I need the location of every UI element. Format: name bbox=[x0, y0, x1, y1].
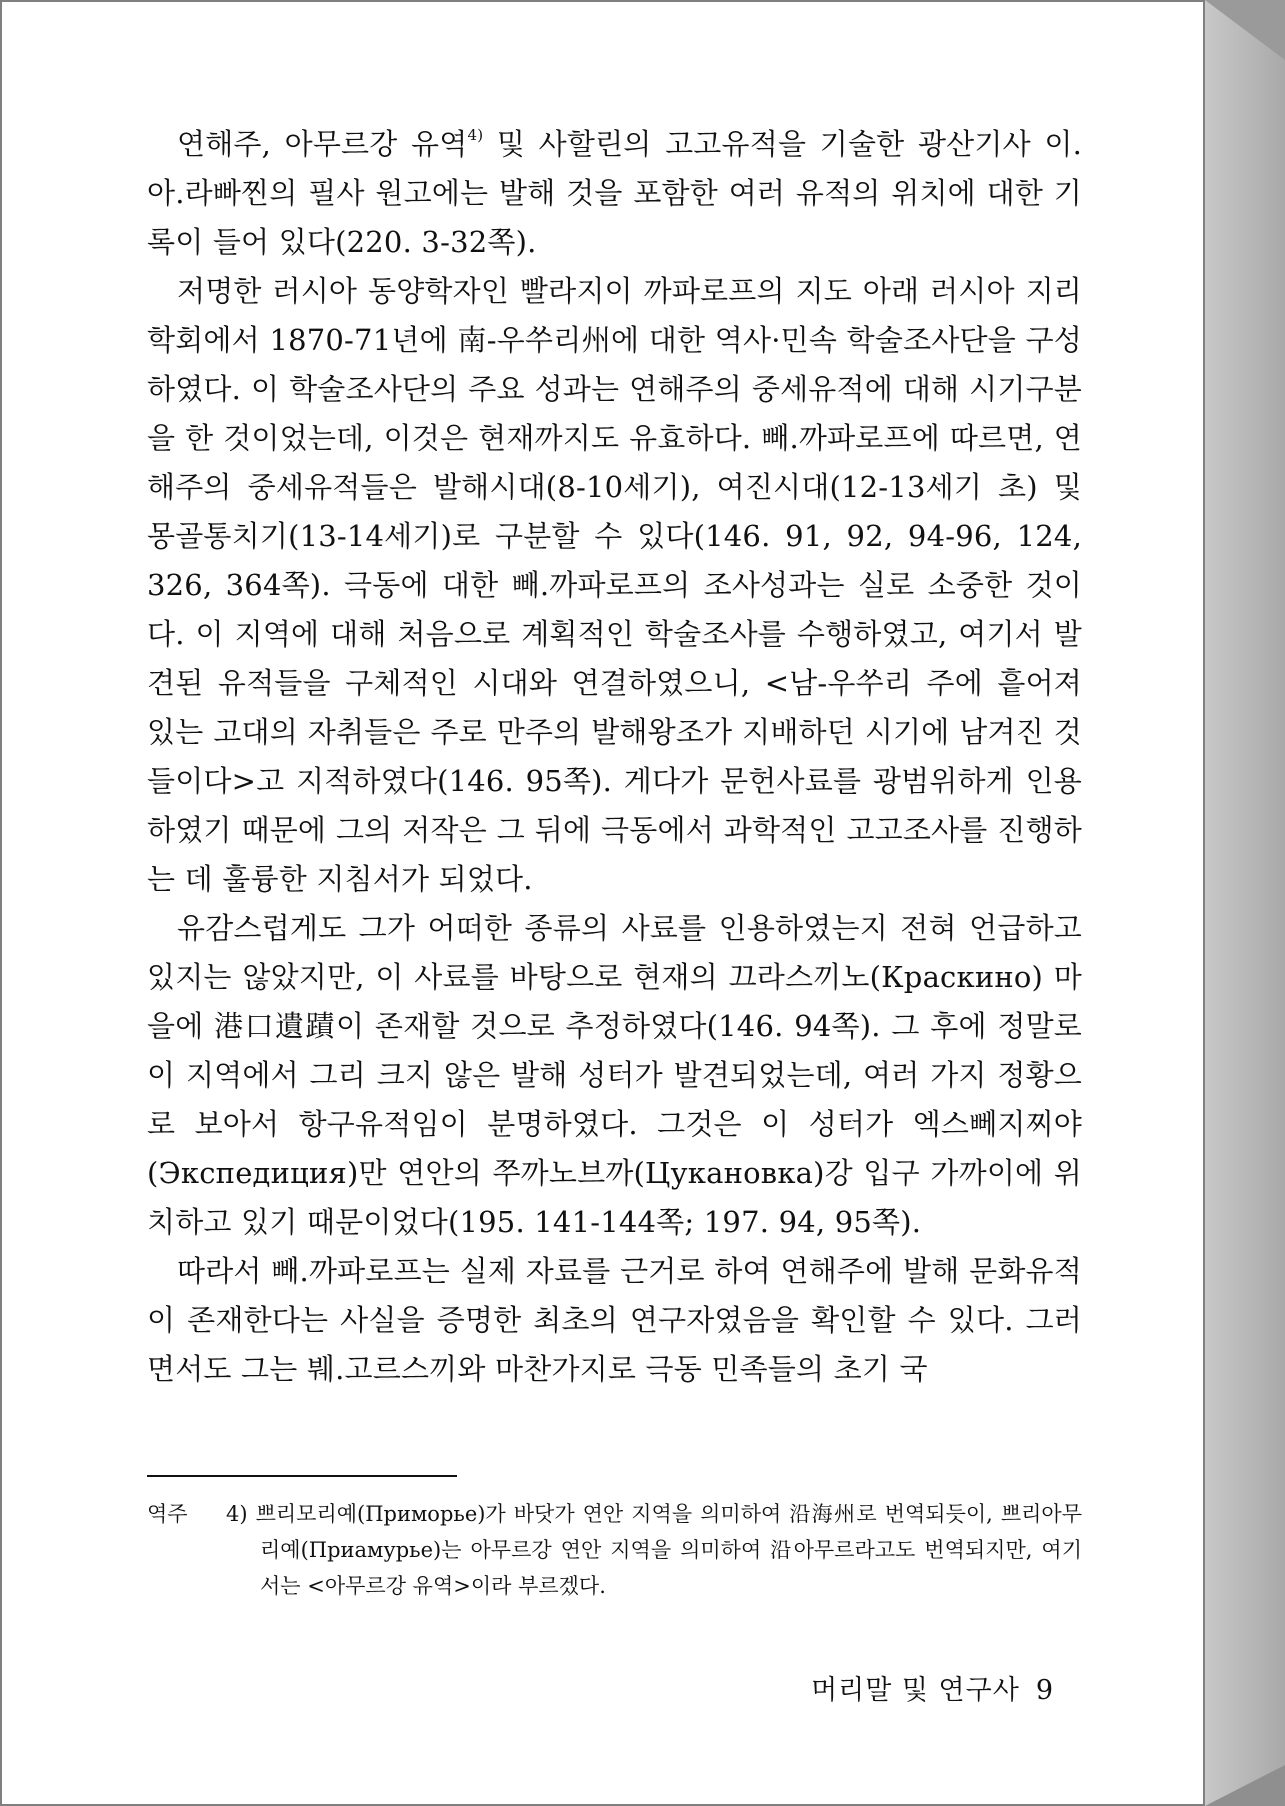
page-footer bbox=[811, 1673, 1053, 1709]
book-edge bbox=[1205, 0, 1285, 1806]
paragraph-1 bbox=[147, 120, 1082, 267]
paragraph-1-part-1: 연해주, 아무르강 유역 bbox=[177, 127, 468, 161]
body-text bbox=[147, 120, 1082, 1394]
paragraph-4: 따라서 빼.까파로프는 실제 자료를 근거로 하여 연해주에 발해 문화유적이 존재한다는 사실을 증명한 최초의 연구자였음을 확인할 수 있다. 그러면서도 그는 붸.고르스끼와 마찬가지로 극동 민족들의 초기 국 bbox=[147, 1254, 1082, 1386]
paragraph-3: 유감스럽게도 그가 어떠한 종류의 사료를 인용하였는지 전혀 언급하고 있지는 않았지만, 이 사료를 바탕으로 현재의 끄라스끼노(Краскино) 마을에 港口遺蹟이 존재할 것으로 추정하였다(146. 94쪽). 그 후에 정말로 이 지역에서 그리 크지 않은 발해 성터가 발견되었는데, 여러 가지 정황으로 보아서 항구유적임이 분명하였다. 그것은 이 성터가 엑스뻬지찌야(Экспедиция)만 연안의 쭈까노브까(Цукановка)강 입구 가까이에 위치하고 있기 때문이었다(195. 141-144쪽; 197. 94, 95쪽). bbox=[147, 911, 1082, 1239]
footnote bbox=[147, 1496, 1082, 1604]
footnote-divider bbox=[147, 1475, 457, 1477]
footnote-reference: 4) bbox=[467, 126, 484, 144]
running-title: 머리말 및 연구사 bbox=[811, 1675, 1020, 1706]
page-number: 9 bbox=[1035, 1675, 1053, 1706]
footnote-label: 역주 bbox=[147, 1502, 188, 1526]
footnote-body: 4) 쁘리모리예(Приморье)가 바닷가 연안 지역을 의미하여 沿海州로 번역되듯이, 쁘리아무리예(Приамурье)는 아무르강 연안 지역을 의미하여 沿아무르라고도 번역되지만, 여기서는 <아무르강 유역>이라 부르겠다. bbox=[226, 1502, 1082, 1598]
paragraph-2: 저명한 러시아 동양학자인 빨라지이 까파로프의 지도 아래 러시아 지리학회에서 1870-71년에 南-우쑤리州에 대한 역사·민속 학술조사단을 구성하였다. 이 학술조사단의 주요 성과는 연해주의 중세유적에 대해 시기구분을 한 것이었는데, 이것은 현재까지도 유효하다. 빼.까파로프에 따르면, 연해주의 중세유적들은 발해시대(8-10세기), 여진시대(12-13세기 초) 및 몽골통치기(13-14세기)로 구분할 수 있다(146. 91, 92, 94-96, 124, 326, 364쪽). 극동에 대한 빼.까파로프의 조사성과는 실로 소중한 것이다. 이 지역에 대해 처음으로 계획적인 학술조사를 수행하였고, 여기서 발견된 유적들을 구체적인 시대와 연결하였으니, <남-우쑤리 주에 흩어져 있는 고대의 자취들은 주로 만주의 발해왕조가 지배하던 시기에 남겨진 것들이다>고 지적하였다(146. 95쪽). 게다가 문헌사료를 광범위하게 인용하였기 때문에 그의 저작은 그 뒤에 극동에서 과학적인 고고조사를 진행하는 데 훌륭한 지침서가 되었다. bbox=[147, 274, 1082, 896]
footnote-text bbox=[226, 1496, 1082, 1604]
paragraph-1-part-2: 및 사할린의 고고유적을 기술한 광산기사 이.아.라빠찐의 필사 원고에는 발해 것을 포함한 여러 유적의 위치에 대한 기록이 들어 있다(220. 3-32쪽). bbox=[147, 127, 1083, 259]
